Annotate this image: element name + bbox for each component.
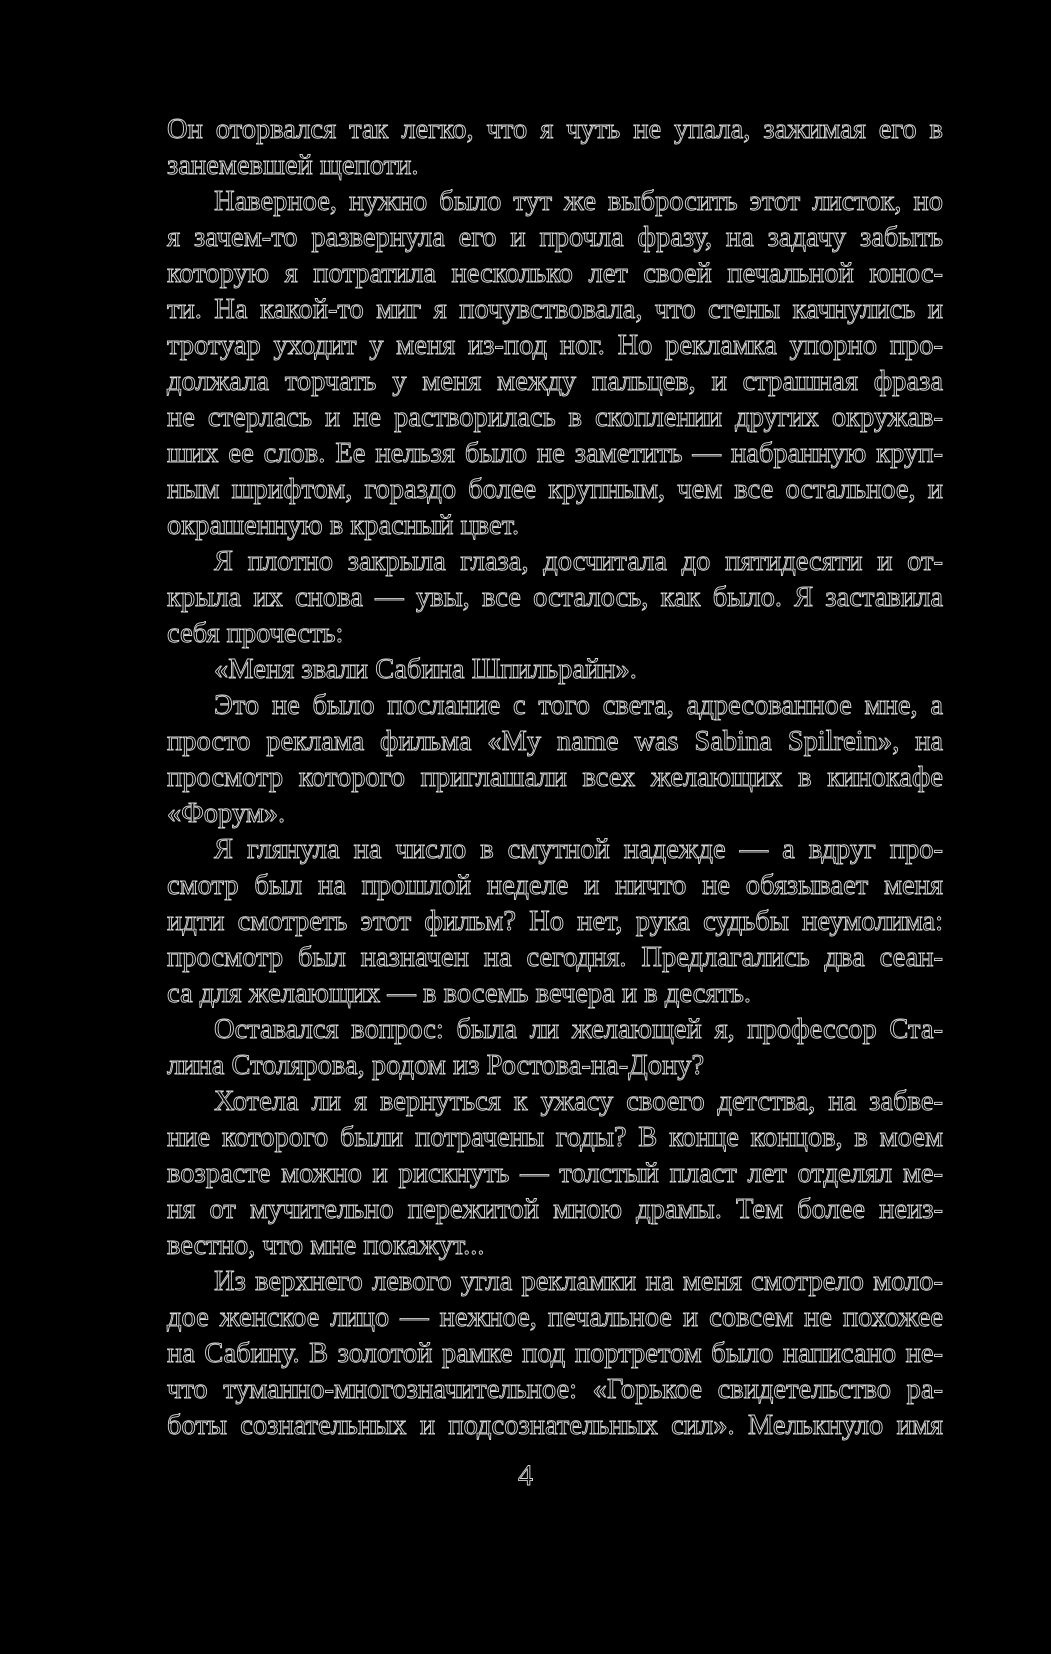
text-line: ным шрифтом, гораздо более крупным, чем все остальное, и xyxy=(167,474,943,505)
text-line: просмотр был назначен на сегодня. Предлагались два сеан- xyxy=(167,942,943,973)
text-line: Это не было послание с того света, адресованное мне, а xyxy=(214,690,943,721)
text-line: себя прочесть: xyxy=(167,618,344,649)
text-line: са для желающих — в восемь вечера и в десять. xyxy=(167,978,752,1009)
text-line: окрашенную в красный цвет. xyxy=(167,510,520,541)
text-line: ние которого были потрачены годы? В конце концов, в моем xyxy=(167,1122,943,1153)
text-line: что туманно-многозначительное: «Горькое свидетельство ра- xyxy=(167,1374,943,1405)
text-line: которую я потратила несколько лет своей печальной юнос- xyxy=(167,258,943,289)
text-line: я зачем-то развернула его и прочла фразу, на задачу забыть xyxy=(167,222,943,253)
text-line: тротуар уходит у меня из-под ног. Но рекламка упорно про- xyxy=(167,330,943,361)
text-line: не стерлась и не растворилась в скоплении других окружав- xyxy=(167,402,943,433)
text-line: просто реклама фильма «My name was Sabina Spilrein», на xyxy=(167,726,943,757)
text-line: ти. На какой-то миг я почувствовала, что стены качнулись и xyxy=(167,294,943,325)
text-line: должала торчать у меня между пальцев, и страшная фраза xyxy=(167,366,943,397)
text-line: Из верхнего левого угла рекламки на меня смотрело моло- xyxy=(214,1266,943,1297)
text-line: занемевшей щепоти. xyxy=(167,150,419,181)
text-line: идти смотреть этот фильм? Но нет, рука судьбы неумолима: xyxy=(167,906,943,937)
text-line: дое женское лицо — нежное, печальное и совсем не похожее xyxy=(167,1302,943,1333)
text-line: ня от мучительно пережитой мною драмы. Тем более неиз- xyxy=(167,1194,943,1225)
text-line: ших ее слов. Ее нельзя было не заметить — набранную круп- xyxy=(167,438,943,469)
text-line: просмотр которого приглашали всех желающих в кинокафе xyxy=(167,762,943,793)
text-line: возрасте можно и рискнуть — толстый пласт лет отделял ме- xyxy=(167,1158,943,1189)
text-line: смотр был на прошлой неделе и ничто не обязывает меня xyxy=(167,870,943,901)
text-line: лина Столярова, родом из Ростова-на-Дону? xyxy=(167,1050,705,1081)
text-line: боты сознательных и подсознательных сил». Мелькнуло имя xyxy=(167,1410,943,1441)
text-line: «Форум». xyxy=(167,798,286,829)
text-line: «Меня звали Сабина Шпильрайн». xyxy=(214,654,637,685)
text-line: вестно, что мне покажут... xyxy=(167,1230,485,1261)
page-number: 4 xyxy=(518,1459,533,1492)
text-line: Я глянула на число в смутной надежде — а вдруг про- xyxy=(214,834,943,865)
text-line: крыла их снова — увы, все осталось, как было. Я заставила xyxy=(167,582,943,613)
body-text xyxy=(167,112,943,1444)
text-line: Наверное, нужно было тут же выбросить этот листок, но xyxy=(214,186,943,217)
text-line: на Сабину. В золотой рамке под портретом было написано не- xyxy=(167,1338,943,1369)
text-line: Хотела ли я вернуться к ужасу своего детства, на забве- xyxy=(214,1086,943,1117)
text-line: Я плотно закрыла глаза, досчитала до пятидесяти и от- xyxy=(214,546,943,577)
text-line: Он оторвался так легко, что я чуть не упала, зажимая его в xyxy=(167,114,943,145)
text-line: Оставался вопрос: была ли желающей я, профессор Ста- xyxy=(214,1014,943,1045)
